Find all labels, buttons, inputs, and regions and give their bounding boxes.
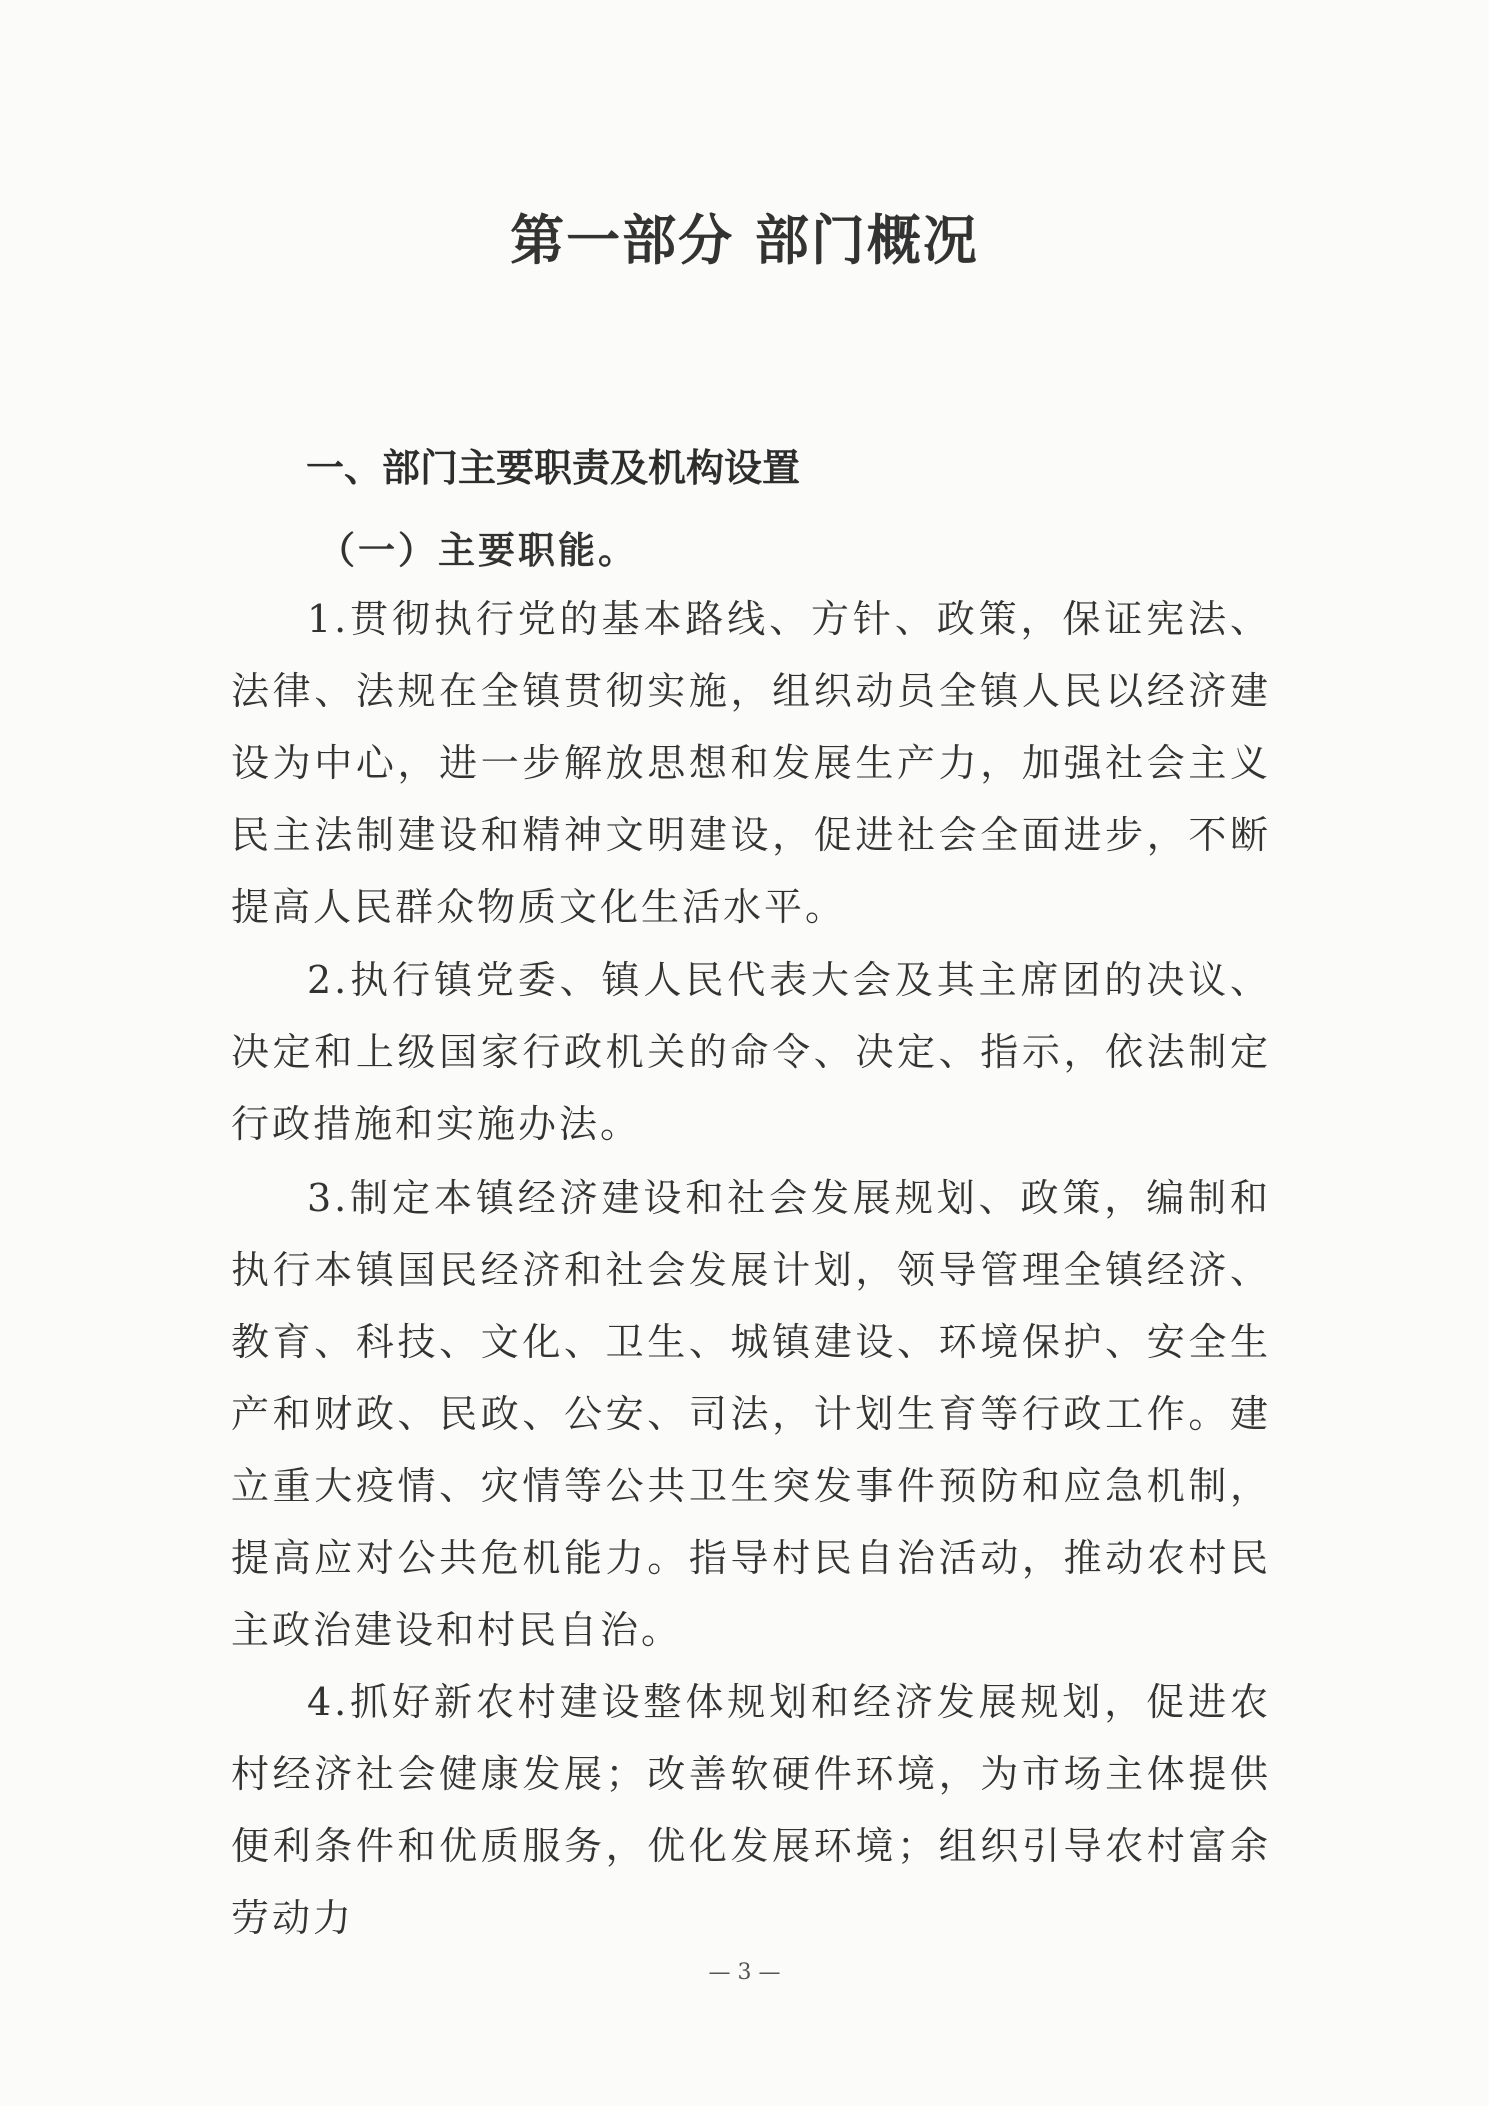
section-heading: 一、部门主要职责及机构设置 — [306, 446, 801, 490]
page-title: 第一部分 部门概况 — [510, 209, 979, 272]
sub-heading: （一）主要职能。 — [318, 528, 638, 572]
paragraph-3: 3.制定本镇经济建设和社会发展规划、政策，编制和执行本镇国民经济和社会发展计划，领导管理全镇经济、教育、科技、文化、卫生、城镇建设、环境保护、安全生产和财政、民政、公安、司法，计划生育等行政工作。建立重大疫情、灾情等公共卫生突发事件预防和应急机制，提高应对公共危机能力。指导村民自治活动，推动农村民主政治建设和村民自治。 — [231, 1176, 1271, 1652]
paragraph-4: 4.抓好新农村建设整体规划和经济发展规划，促进农村经济社会健康发展；改善软硬件环境，为市场主体提供便利条件和优质服务，优化发展环境；组织引导农村富余劳动力 — [231, 1680, 1271, 1940]
paragraph-2: 2.执行镇党委、镇人民代表大会及其主席团的决议、决定和上级国家行政机关的命令、决定、指示，依法制定行政措施和实施办法。 — [231, 958, 1271, 1146]
page-number: — 3 — — [708, 1960, 781, 1985]
paragraph-1: 1.贯彻执行党的基本路线、方针、政策，保证宪法、法律、法规在全镇贯彻实施，组织动员全镇人民以经济建设为中心，进一步解放思想和发展生产力，加强社会主义民主法制建设和精神文明建设，促进社会全面进步，不断提高人民群众物质文化生活水平。 — [231, 597, 1271, 929]
